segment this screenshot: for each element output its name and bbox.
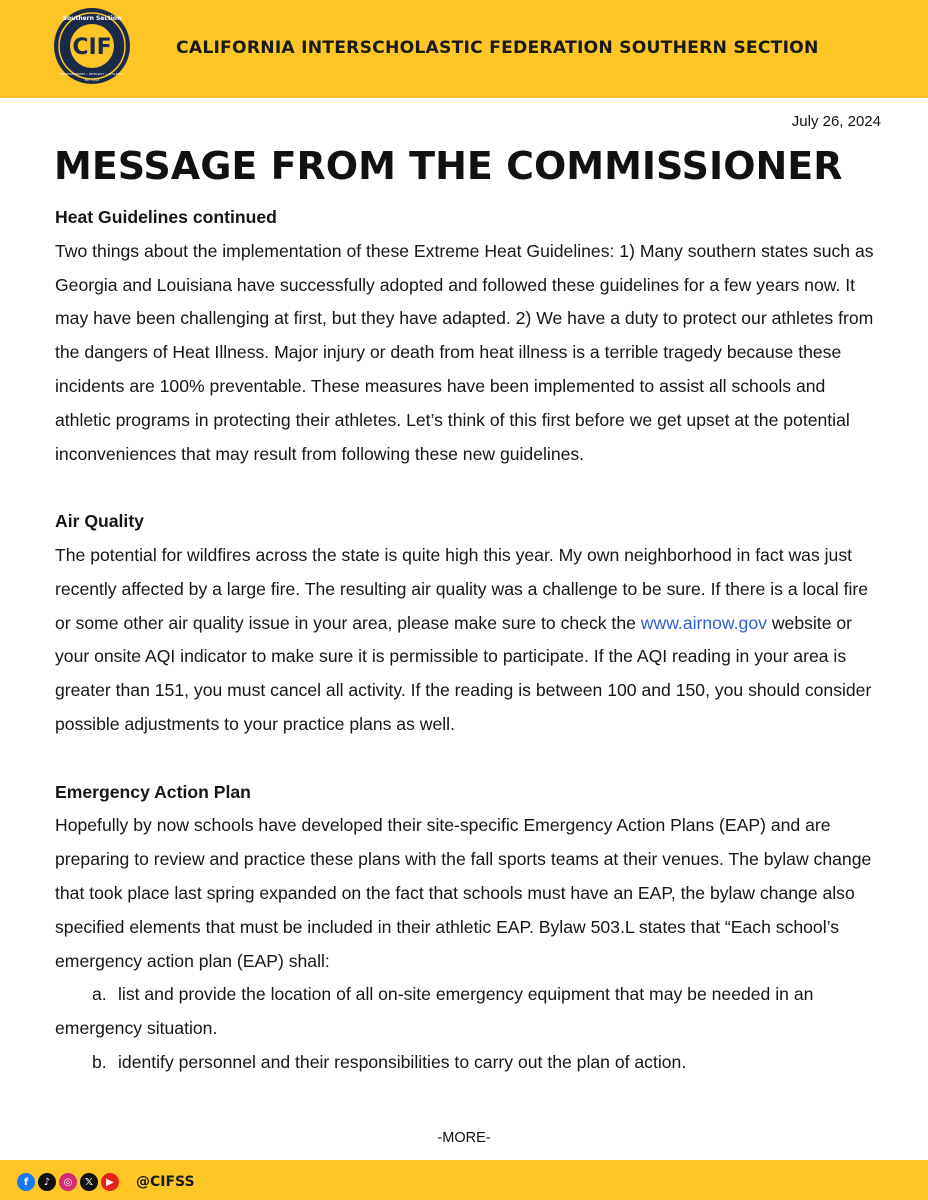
section-heat-guidelines	[55, 201, 885, 471]
list-item-text: list and provide the location of all on-site emergency equipment that may be needed in an emergency situation.	[55, 984, 814, 1039]
section-heading: Emergency Action Plan	[55, 781, 251, 802]
svg-text:CIF: CIF	[72, 35, 112, 60]
header-bar	[0, 0, 928, 98]
social-handle[interactable]: @CIFSS	[136, 1174, 195, 1190]
instagram-icon[interactable]: ◎	[59, 1173, 77, 1191]
eap-requirements-list	[55, 978, 885, 1079]
tiktok-icon[interactable]: ♪	[38, 1173, 56, 1191]
x-icon[interactable]: 𝕏	[80, 1173, 98, 1191]
paragraph-text: The potential for wildfires across the state is quite high this year. My own neighborhood in fact was just recently affected by a large fire. The resulting air quality was a challenge to be sure. If there is a local fire or some other air quality issue in your area, please make sure to check the	[55, 544, 869, 633]
paragraph-text: website or your onsite AQI indicator to make sure it is permissible to participate. If the AQI reading in your area is greater than 151, you must cancel all activity. If the reading is between 100 and 150, you should consider possible adjustments to your practice plans as well.	[55, 612, 872, 734]
section-emergency-action-plan	[55, 776, 885, 1080]
list-item-text: identify personnel and their responsibilities to carry out the plan of action.	[118, 1051, 687, 1072]
section-air-quality	[55, 505, 885, 742]
youtube-icon[interactable]: ▶	[101, 1173, 119, 1191]
list-item	[55, 1046, 885, 1080]
section-paragraph	[55, 539, 885, 742]
page-title: MESSAGE FROM THE COMMISSIONER	[54, 144, 843, 188]
letter-body	[55, 201, 885, 1080]
airnow-link[interactable]: www.airnow.gov	[640, 612, 767, 633]
list-marker: a.	[92, 984, 107, 1005]
cif-logo-icon	[52, 6, 132, 86]
section-heading: Air Quality	[55, 511, 144, 532]
document-date: July 26, 2024	[791, 113, 881, 130]
list-item	[55, 978, 885, 1046]
more-indicator: -MORE-	[437, 1130, 491, 1146]
svg-text:EST. 1913: EST. 1913	[84, 78, 100, 82]
section-paragraph: Two things about the implementation of these Extreme Heat Guidelines: 1) Many southern states such as Georgia and Louisiana have successfully adopted and followed these guidelines for a few years now. It may have been challenging at first, but they have adapted. 2) We have a duty to protect our athletes from the dangers of Heat Illness. Major injury or death from heat illness is a terrible tragedy because these incidents are 100% preventable. These measures have been implemented to assist all schools and athletic programs in protecting their athletes. Let’s think of this first before we get upset at the potential inconveniences that may result from following these new guidelines.	[55, 240, 874, 464]
social-links	[17, 1172, 195, 1192]
facebook-icon[interactable]: f	[17, 1173, 35, 1191]
org-name: CALIFORNIA INTERSCHOLASTIC FEDERATION SOUTHERN SECTION	[176, 38, 819, 58]
list-marker: b.	[92, 1051, 107, 1072]
section-heading: Heat Guidelines continued	[55, 207, 277, 227]
svg-text:SPORTSMANSHIP • INTEGRITY • AT: SPORTSMANSHIP • INTEGRITY • ATHLETICS	[59, 72, 125, 76]
svg-text:Southern Section: Southern Section	[62, 15, 122, 22]
section-paragraph: Hopefully by now schools have developed their site-specific Emergency Action Plans (EAP) and are preparing to review and practice these plans with the fall sports teams at their venues. The bylaw change that took place last spring expanded on the fact that schools must have an EAP, the bylaw change also specified elements that must be included in their athletic EAP. Bylaw 503.L states that “Each school’s emergency action plan (EAP) shall:	[55, 815, 872, 971]
